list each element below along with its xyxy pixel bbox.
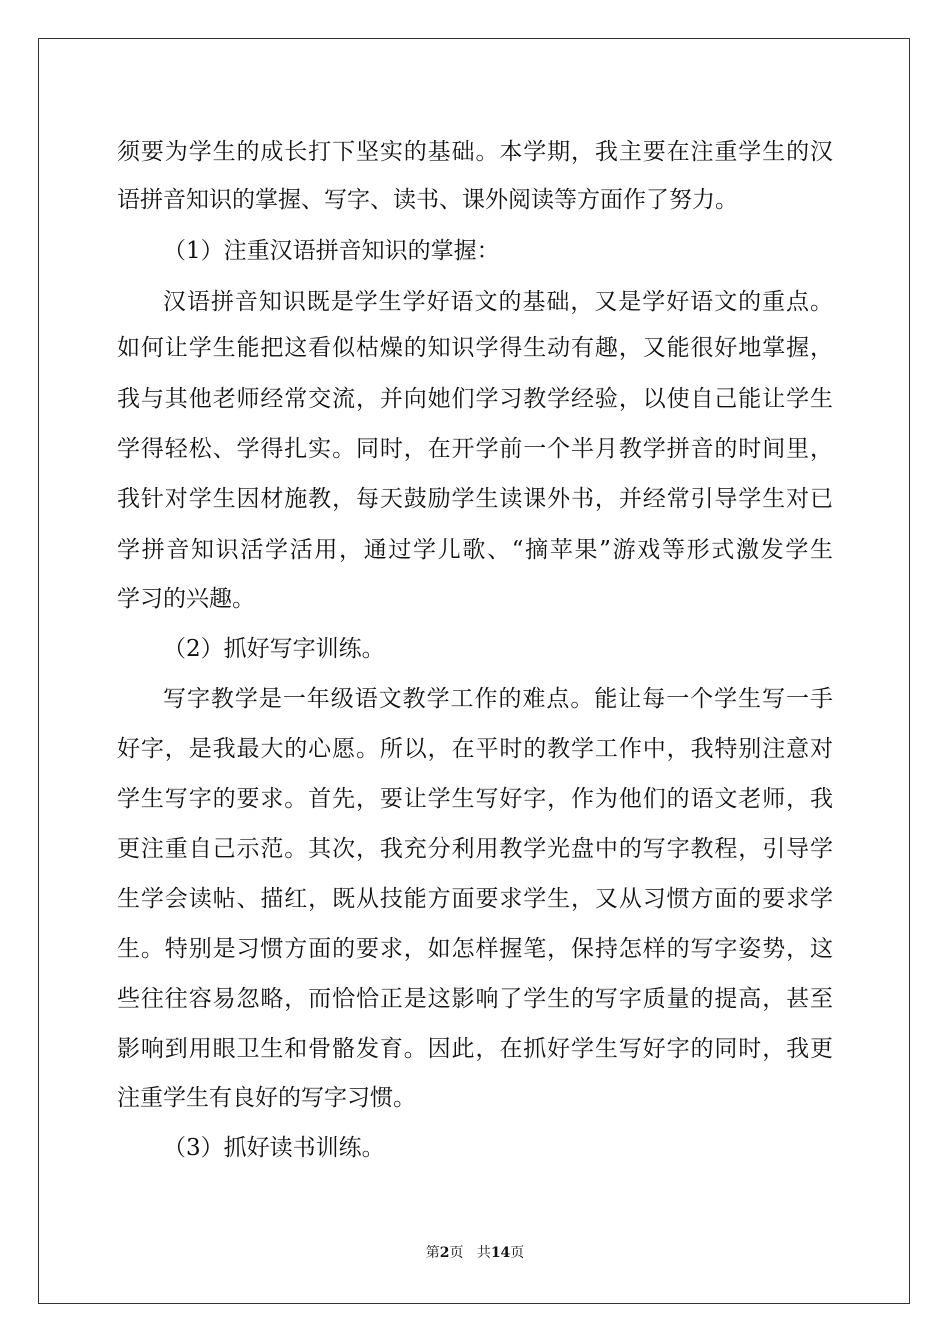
- text-line: 学习的兴趣。: [117, 586, 255, 612]
- section-heading-1: （1）注重汉语拼音知识的掌握：: [163, 238, 500, 264]
- text-line: 生学会读帖、描红，既从技能方面要求学生，又从习惯方面的要求学: [117, 886, 833, 912]
- text-line: 更注重自己示范。其次，我充分利用教学光盘中的写字教程，引导学: [117, 836, 833, 862]
- text-line: 学得轻松、学得扎实。同时，在开学前一个半月教学拼音的时间里，: [117, 436, 833, 462]
- text-line: 学拼音知识活学活用，通过学儿歌、“摘苹果”游戏等形式激发学生: [117, 537, 833, 563]
- text-line: 注重学生有良好的写字习惯。: [117, 1085, 416, 1111]
- page-frame: [38, 38, 910, 1304]
- section-heading-3: （3）抓好读书训练。: [163, 1135, 385, 1161]
- text-line: 如何让学生能把这看似枯燥的知识学得生动有趣，又能很好地掌握，: [117, 335, 833, 361]
- text-line: 些往往容易忽略，而恰恰正是这影响了学生的写字质量的提高，甚至: [117, 986, 833, 1012]
- total-prefix: 共: [476, 1245, 491, 1261]
- text-line: 语拼音知识的掌握、写字、读书、课外阅读等方面作了努力。: [117, 187, 738, 213]
- text-line: 我针对学生因材施教，每天鼓励学生读课外书，并经常引导学生对已: [117, 486, 833, 512]
- text-line: 我与其他老师经常交流，并向她们学习教学经验，以使自己能让学生: [117, 386, 833, 412]
- text-line: 学生写字的要求。首先，要让学生写好字，作为他们的语文老师，我: [117, 786, 833, 812]
- total-suffix: 页: [510, 1245, 525, 1261]
- page-current: 2: [439, 1245, 450, 1261]
- text-line: 写字教学是一年级语文教学工作的难点。能让每一个学生写一手: [163, 686, 833, 712]
- page-prefix: 第: [425, 1245, 440, 1261]
- text-line: 好字，是我最大的心愿。所以，在平时的教学工作中，我特别注意对: [117, 736, 833, 762]
- page-total: 14: [490, 1245, 511, 1261]
- section-heading-2: （2）抓好写字训练。: [163, 636, 385, 662]
- text-line: 汉语拼音知识既是学生学好语文的基础，又是学好语文的重点。: [163, 289, 833, 315]
- text-line: 须要为学生的成长打下坚实的基础。本学期，我主要在注重学生的汉: [117, 139, 833, 165]
- page-suffix: 页: [449, 1245, 464, 1261]
- text-line: 生。特别是习惯方面的要求，如怎样握笔，保持怎样的写字姿势，这: [117, 936, 833, 962]
- text-line: 影响到用眼卫生和骨骼发育。因此，在抓好学生写好字的同时，我更: [117, 1036, 833, 1062]
- page-footer: [0, 1244, 950, 1262]
